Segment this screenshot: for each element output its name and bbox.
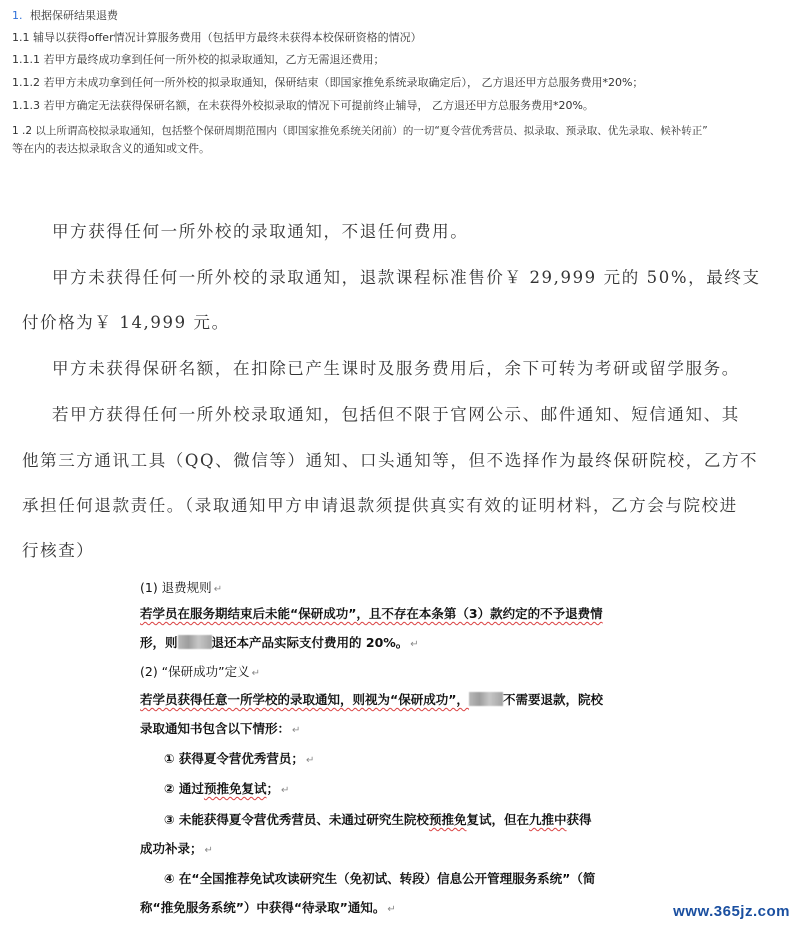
refund-para-1: 甲方获得任何一所外校的录取通知，不退任何费用。	[52, 222, 469, 241]
site-watermark: www.365jz.com	[673, 903, 790, 920]
rule-item-2	[164, 779, 289, 797]
clause-1-2-line2: 等在内的表达拟录取含义的通知或文件。	[12, 142, 210, 155]
rule-item-1	[164, 749, 314, 767]
paragraph-mark: ↵	[280, 785, 290, 796]
rule-2-text-a: 若学员获得任意一所学校的录取通知，则视为“保研成功”，	[140, 692, 469, 707]
refund-para-4-line2: 他第三方通讯工具（QQ、微信等）通知、口头通知等，但不选择作为最终保研院校，乙方不	[22, 451, 759, 470]
rule-heading-2	[140, 662, 260, 680]
refund-para-4-line1: 若甲方获得任何一所外校录取通知，包括但不限于官网公示、邮件通知、短信通知、其	[52, 405, 740, 424]
rule-item-3-text-d: 九推中	[528, 812, 567, 827]
paragraph-mark: ↵	[213, 584, 223, 595]
rule-item-3-text-b: 预推免	[428, 812, 467, 827]
rule-item-3-text-c: 复试，但在	[466, 812, 529, 827]
clause-heading-text: 根据保研结果退费	[30, 9, 118, 22]
paragraph-mark: ↵	[387, 904, 396, 915]
clause-1-2-line1: 1 .2 以上所谓高校拟录取通知，包括整个保研周期范围内（即国家推免系统关闭前）的一切“夏令营优秀营员、拟录取、预录取、优先录取、候补转正”	[12, 125, 708, 137]
rule-2-text-c: 录取通知书包含以下情形：	[140, 721, 291, 736]
refund-para-4-line4: 行核查）	[22, 541, 95, 560]
rule-1-text-d: 退还本产品实际支付费用的 20%。	[211, 635, 409, 650]
rule-2-line1	[140, 690, 603, 708]
refund-para-2-line1: 甲方未获得任何一所外校的录取通知，退款课程标准售价￥ 29,999 元的 50%，最终支	[52, 268, 761, 287]
rule-item-2-text-c: ；	[266, 781, 279, 796]
refund-para-2-line2: 付价格为￥ 14,999 元。	[22, 313, 230, 332]
clause-1-1-3: 1.1.3 若甲方确定无法获得保研名额，在未获得外校拟录取的情况下可提前终止辅导， 乙方退还甲方总服务费用*20%。	[12, 99, 594, 112]
rule-item-3-line1	[164, 810, 592, 828]
rule-heading-2-text: (2) “保研成功”定义	[140, 664, 250, 679]
rule-item-3-text-a: ③ 未能获得夏令营优秀营员、未通过研究生院校	[164, 812, 429, 827]
paragraph-mark: ↵	[410, 639, 419, 650]
clause-1-1-1: 1.1.1 若甲方最终成功拿到任何一所外校的拟录取通知，乙方无需退还费用；	[12, 53, 385, 66]
rule-item-4-line1	[164, 869, 595, 887]
rule-item-4-line2	[140, 898, 396, 916]
clause-heading-number: 1.	[12, 9, 23, 22]
paragraph-mark: ↵	[305, 755, 315, 766]
rule-1-line1	[140, 604, 603, 622]
rule-item-1-text: ① 获得夏令营优秀营员；	[164, 751, 304, 766]
clause-heading	[12, 8, 118, 24]
rule-item-3-text-f: 成功补录；	[140, 841, 203, 856]
rule-1-line2	[140, 633, 419, 651]
clause-1-1: 1.1 辅导以获得offer情况计算服务费用（包括甲方最终未获得本校保研资格的情况）	[12, 31, 422, 44]
clause-1-1-2: 1.1.2 若甲方未成功拿到任何一所外校的拟录取通知，保研结束（即国家推免系统录取确定后）， 乙方退还甲方总服务费用*20%；	[12, 76, 644, 89]
rule-2-text-b: 不需要退款，院校	[502, 692, 603, 707]
rule-item-2-text-b: 预推免复试	[203, 781, 267, 796]
rule-2-line2	[140, 719, 300, 737]
redacted-name	[178, 635, 212, 649]
refund-para-3: 甲方未获得保研名额，在扣除已产生课时及服务费用后，余下可转为考研或留学服务。	[52, 359, 740, 378]
rule-heading-1-text: (1) 退费规则	[140, 580, 212, 595]
rule-1-text-a: 若学员在服务期结束后未能“保研成功”，且不存在本条第（3）款约定的	[140, 606, 541, 621]
rule-item-4-text-a: ④ 在“全国推荐免试攻读研究生（免初试、转段）信息公开管理服务系统”（简	[164, 871, 596, 886]
paragraph-mark: ↵	[204, 845, 213, 856]
rule-item-4-text-b: 称“推免服务系统”）中获得“待录取”通知。	[140, 900, 386, 915]
paragraph-mark: ↵	[292, 725, 301, 736]
refund-para-4-line3: 承担任何退款责任。（录取通知甲方申请退款须提供真实有效的证明材料，乙方会与院校进	[22, 496, 738, 515]
rule-1-text-c: 形，则	[140, 635, 178, 650]
rule-1-text-b: 不予退费情	[540, 606, 603, 621]
rule-item-3-text-e: 获得	[566, 812, 592, 827]
rule-item-2-text-a: ② 通过	[164, 781, 204, 796]
rule-item-3-line2	[140, 839, 213, 857]
rule-heading-1	[140, 578, 222, 596]
redacted-name	[469, 692, 503, 706]
paragraph-mark: ↵	[251, 668, 261, 679]
